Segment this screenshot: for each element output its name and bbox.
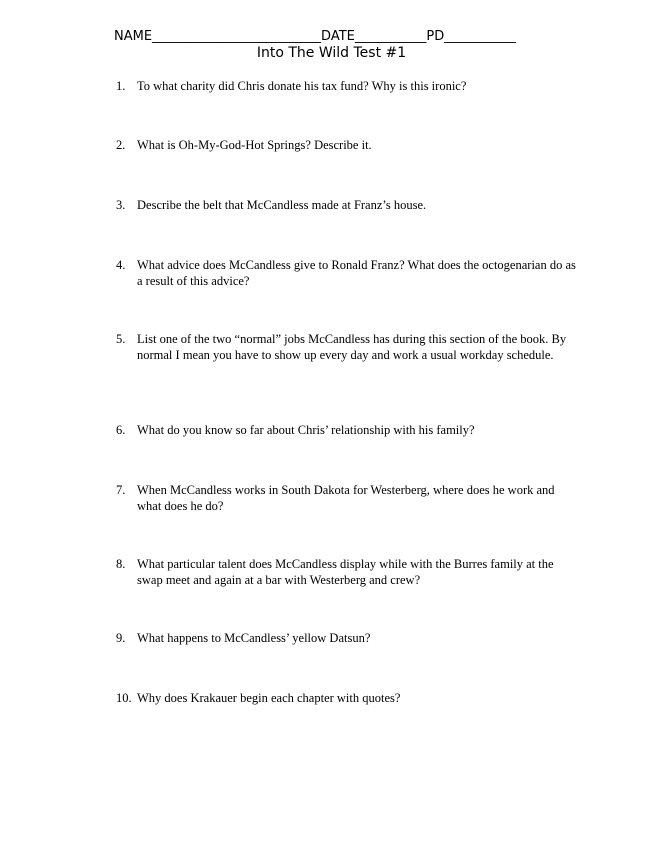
question-text: What advice does McCandless give to Ronald Franz? What does the octogenarian do as a result of this advice? [137, 258, 576, 288]
question-number: 4. [116, 258, 126, 272]
question-2 [116, 137, 576, 153]
question-number: 6. [116, 423, 126, 437]
question-text: List one of the two “normal” jobs McCandless has during this section of the book. By normal I mean you have to show up every day and work a usual workday schedule. [137, 332, 567, 362]
question-text: Why does Krakauer begin each chapter with quotes? [137, 691, 401, 705]
question-number: 8. [116, 557, 126, 571]
question-number: 9. [116, 631, 126, 645]
question-text: To what charity did Chris donate his tax fund? Why is this ironic? [137, 79, 467, 93]
question-number: 1. [116, 79, 126, 93]
question-number: 2. [116, 138, 126, 152]
header-line: NAME__________________________DATE___________PD___________ [114, 29, 516, 44]
page-title: Into The Wild Test #1 [256, 45, 407, 61]
question-text: What particular talent does McCandless display while with the Burres family at the swap meet and again at a bar with Westerberg and crew? [137, 557, 554, 587]
question-8 [116, 556, 576, 588]
question-text: What happens to McCandless’ yellow Datsun? [137, 631, 371, 645]
question-text: Describe the belt that McCandless made at Franz’s house. [137, 198, 427, 212]
question-number: 5. [116, 332, 126, 346]
question-text: When McCandless works in South Dakota for Westerberg, where does he work and what does he do? [137, 483, 555, 513]
question-7 [116, 482, 576, 514]
question-text: What is Oh-My-God-Hot Springs? Describe it. [137, 138, 372, 152]
question-3 [116, 197, 576, 213]
question-6 [116, 422, 576, 438]
question-1 [116, 78, 576, 94]
question-5 [116, 331, 576, 363]
question-10 [116, 690, 576, 706]
question-9 [116, 630, 576, 646]
question-4 [116, 257, 576, 289]
question-number: 3. [116, 198, 126, 212]
question-text: What do you know so far about Chris’ relationship with his family? [137, 423, 475, 437]
question-number: 7. [116, 483, 126, 497]
question-number: 10. [116, 691, 132, 705]
